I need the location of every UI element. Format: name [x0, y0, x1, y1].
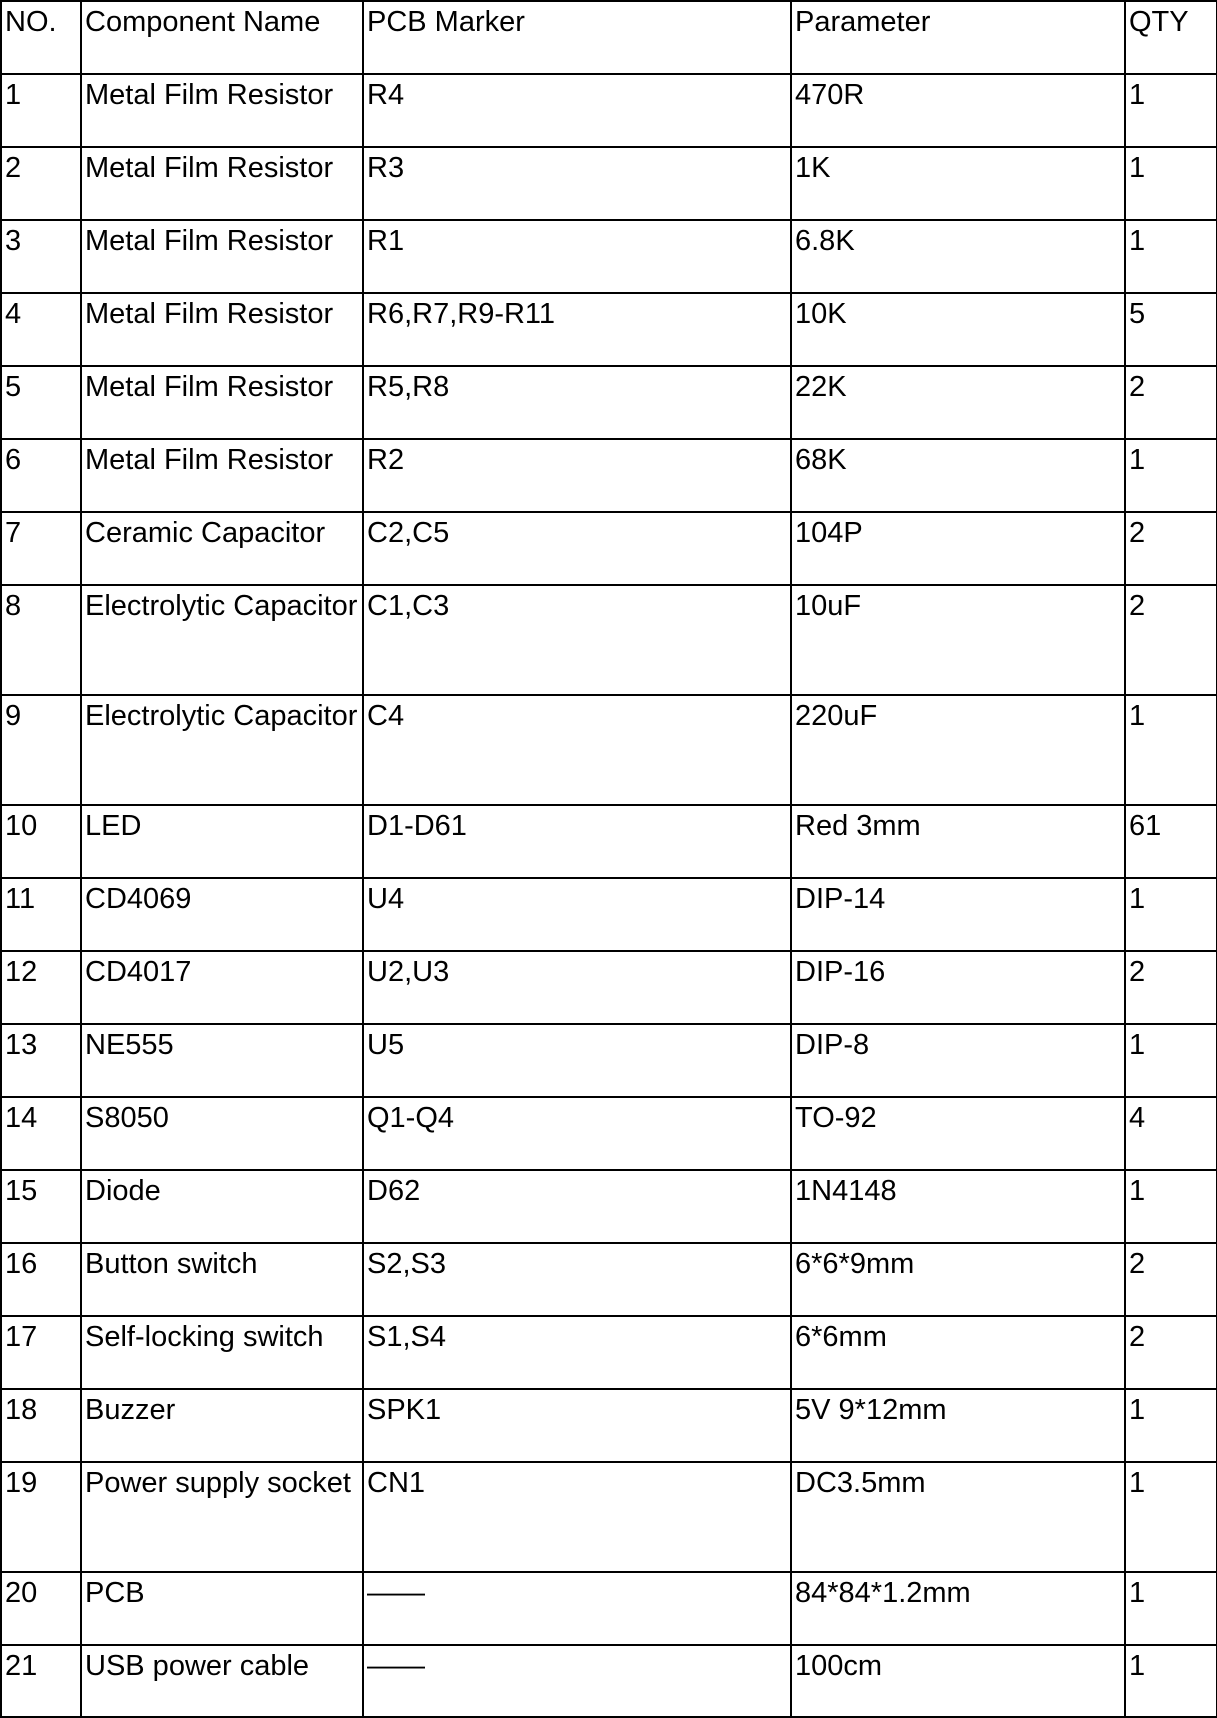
table-row [1, 1243, 1217, 1316]
cell-parameter: 100cm [791, 1645, 1125, 1717]
cell-no: 2 [1, 147, 81, 220]
cell-parameter: 6.8K [791, 220, 1125, 293]
cell-pcb-marker: R3 [363, 147, 791, 220]
cell-parameter: DIP-14 [791, 878, 1125, 951]
cell-component-name: USB power cable [81, 1645, 363, 1717]
cell-parameter: 220uF [791, 695, 1125, 805]
cell-parameter: 1N4148 [791, 1170, 1125, 1243]
cell-no: 11 [1, 878, 81, 951]
cell-component-name: Power supply socket [81, 1462, 363, 1572]
table-row [1, 805, 1217, 878]
cell-component-name: Metal Film Resistor [81, 439, 363, 512]
cell-component-name: Electrolytic Capacitor [81, 585, 363, 695]
cell-pcb-marker: S2,S3 [363, 1243, 791, 1316]
cell-qty: 4 [1125, 1097, 1217, 1170]
cell-component-name: CD4069 [81, 878, 363, 951]
header-pcb-marker: PCB Marker [363, 1, 791, 74]
table-row [1, 74, 1217, 147]
cell-qty: 2 [1125, 951, 1217, 1024]
cell-parameter: 84*84*1.2mm [791, 1572, 1125, 1645]
cell-qty: 1 [1125, 1170, 1217, 1243]
cell-no: 6 [1, 439, 81, 512]
cell-no: 8 [1, 585, 81, 695]
cell-qty: 1 [1125, 147, 1217, 220]
cell-qty: 1 [1125, 1024, 1217, 1097]
cell-qty: 5 [1125, 293, 1217, 366]
table-row [1, 1645, 1217, 1717]
table-header-row [1, 1, 1217, 74]
cell-pcb-marker: R6,R7,R9-R11 [363, 293, 791, 366]
table-row [1, 147, 1217, 220]
cell-pcb-marker: U2,U3 [363, 951, 791, 1024]
cell-no: 18 [1, 1389, 81, 1462]
cell-pcb-marker: C1,C3 [363, 585, 791, 695]
cell-qty: 1 [1125, 220, 1217, 293]
cell-pcb-marker: U4 [363, 878, 791, 951]
cell-component-name: S8050 [81, 1097, 363, 1170]
table-row [1, 1170, 1217, 1243]
cell-pcb-marker: U5 [363, 1024, 791, 1097]
cell-pcb-marker: D62 [363, 1170, 791, 1243]
cell-parameter: 6*6mm [791, 1316, 1125, 1389]
cell-no: 15 [1, 1170, 81, 1243]
cell-parameter: DIP-8 [791, 1024, 1125, 1097]
cell-parameter: 470R [791, 74, 1125, 147]
cell-parameter: 22K [791, 366, 1125, 439]
cell-parameter: DIP-16 [791, 951, 1125, 1024]
cell-no: 3 [1, 220, 81, 293]
table-row [1, 220, 1217, 293]
table-row [1, 951, 1217, 1024]
cell-no: 10 [1, 805, 81, 878]
cell-pcb-marker: Q1-Q4 [363, 1097, 791, 1170]
cell-component-name: Metal Film Resistor [81, 293, 363, 366]
table-row [1, 878, 1217, 951]
cell-pcb-marker: CN1 [363, 1462, 791, 1572]
cell-component-name: Buzzer [81, 1389, 363, 1462]
cell-pcb-marker: C4 [363, 695, 791, 805]
cell-pcb-marker: —— [363, 1645, 791, 1717]
cell-no: 20 [1, 1572, 81, 1645]
cell-component-name: Metal Film Resistor [81, 366, 363, 439]
cell-component-name: Ceramic Capacitor [81, 512, 363, 585]
table-row [1, 585, 1217, 695]
cell-parameter: 1K [791, 147, 1125, 220]
cell-component-name: NE555 [81, 1024, 363, 1097]
cell-component-name: Metal Film Resistor [81, 220, 363, 293]
cell-parameter: 5V 9*12mm [791, 1389, 1125, 1462]
cell-qty: 2 [1125, 366, 1217, 439]
table-row [1, 366, 1217, 439]
header-component-name: Component Name [81, 1, 363, 74]
cell-component-name: Metal Film Resistor [81, 147, 363, 220]
cell-qty: 1 [1125, 1572, 1217, 1645]
cell-component-name: Self-locking switch [81, 1316, 363, 1389]
cell-component-name: Metal Film Resistor [81, 74, 363, 147]
table-row [1, 1572, 1217, 1645]
cell-qty: 2 [1125, 1243, 1217, 1316]
cell-no: 12 [1, 951, 81, 1024]
cell-qty: 1 [1125, 74, 1217, 147]
cell-parameter: 10uF [791, 585, 1125, 695]
cell-component-name: Diode [81, 1170, 363, 1243]
cell-parameter: Red 3mm [791, 805, 1125, 878]
cell-qty: 2 [1125, 512, 1217, 585]
cell-qty: 1 [1125, 1645, 1217, 1717]
cell-parameter: TO-92 [791, 1097, 1125, 1170]
table-row [1, 1316, 1217, 1389]
cell-pcb-marker: D1-D61 [363, 805, 791, 878]
cell-no: 19 [1, 1462, 81, 1572]
cell-parameter: 104P [791, 512, 1125, 585]
cell-no: 7 [1, 512, 81, 585]
cell-qty: 1 [1125, 439, 1217, 512]
table-row [1, 1389, 1217, 1462]
cell-qty: 2 [1125, 585, 1217, 695]
table-row [1, 439, 1217, 512]
cell-no: 21 [1, 1645, 81, 1717]
cell-parameter: DC3.5mm [791, 1462, 1125, 1572]
cell-no: 14 [1, 1097, 81, 1170]
cell-no: 4 [1, 293, 81, 366]
cell-parameter: 68K [791, 439, 1125, 512]
cell-pcb-marker: R2 [363, 439, 791, 512]
cell-qty: 1 [1125, 878, 1217, 951]
cell-pcb-marker: R5,R8 [363, 366, 791, 439]
cell-parameter: 10K [791, 293, 1125, 366]
cell-pcb-marker: R1 [363, 220, 791, 293]
cell-no: 5 [1, 366, 81, 439]
cell-component-name: CD4017 [81, 951, 363, 1024]
cell-no: 9 [1, 695, 81, 805]
header-qty: QTY [1125, 1, 1217, 74]
header-no: NO. [1, 1, 81, 74]
cell-parameter: 6*6*9mm [791, 1243, 1125, 1316]
cell-pcb-marker: —— [363, 1572, 791, 1645]
cell-pcb-marker: S1,S4 [363, 1316, 791, 1389]
table-row [1, 293, 1217, 366]
cell-no: 1 [1, 74, 81, 147]
cell-qty: 61 [1125, 805, 1217, 878]
cell-qty: 1 [1125, 695, 1217, 805]
cell-pcb-marker: SPK1 [363, 1389, 791, 1462]
table-body [1, 74, 1217, 1717]
cell-qty: 1 [1125, 1389, 1217, 1462]
cell-component-name: Electrolytic Capacitor [81, 695, 363, 805]
cell-qty: 2 [1125, 1316, 1217, 1389]
cell-no: 16 [1, 1243, 81, 1316]
cell-component-name: LED [81, 805, 363, 878]
cell-no: 13 [1, 1024, 81, 1097]
cell-pcb-marker: R4 [363, 74, 791, 147]
header-parameter: Parameter [791, 1, 1125, 74]
table-row [1, 1462, 1217, 1572]
cell-pcb-marker: C2,C5 [363, 512, 791, 585]
table-row [1, 1024, 1217, 1097]
table-row [1, 512, 1217, 585]
table-row [1, 695, 1217, 805]
table-row [1, 1097, 1217, 1170]
cell-component-name: PCB [81, 1572, 363, 1645]
cell-qty: 1 [1125, 1462, 1217, 1572]
cell-component-name: Button switch [81, 1243, 363, 1316]
cell-no: 17 [1, 1316, 81, 1389]
